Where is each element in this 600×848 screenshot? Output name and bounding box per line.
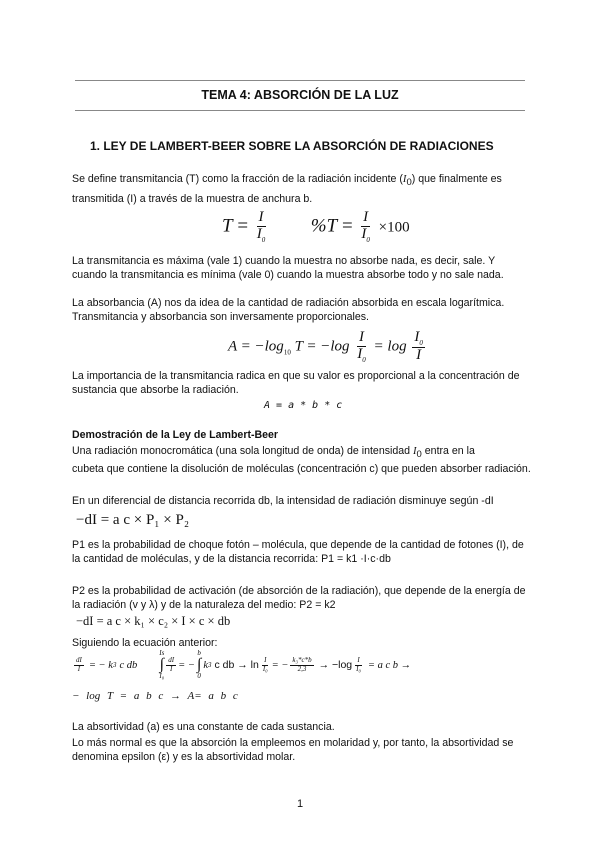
- int-lower: I₀: [159, 672, 165, 680]
- text: ) que finalmente es: [411, 173, 502, 185]
- den-sub: 0: [366, 235, 370, 244]
- numerator: I: [357, 656, 360, 665]
- den-sub: 0: [362, 355, 366, 364]
- fraction-I-I0: [261, 657, 270, 673]
- sub-3: 3: [112, 661, 117, 669]
- sub-10: 10: [283, 348, 291, 357]
- numerator: I: [359, 329, 365, 345]
- paragraph-molar-absorptivity: Lo más normal es que la absorción la empleemos en molaridad y, por tanto, la absortividad se denomina epsilon (ε) y es la absortividad molar.: [72, 737, 514, 763]
- text: Se define transmitancia (T) como la fracción de la radiación incidente (: [72, 173, 403, 185]
- int-upper: Is: [159, 649, 165, 657]
- eq-arrow-neg-log: → −log: [318, 659, 353, 671]
- text: Una radiación monocromática (una sola longitud de onda) de intensidad: [72, 445, 411, 457]
- eq-T: T: [222, 215, 233, 237]
- int-upper: b: [197, 649, 201, 657]
- sub: 0: [416, 449, 422, 461]
- fraction-dI-I-2: [166, 657, 176, 673]
- integral-b: [197, 650, 201, 680]
- header-rule-bottom: [75, 110, 525, 111]
- denominator: [255, 227, 268, 244]
- numerator: [412, 330, 425, 348]
- denominator: [355, 347, 368, 364]
- den-sub: 0: [261, 235, 266, 244]
- header-rule-top: [75, 80, 525, 81]
- demo-paragraph-differential: En un diferencial de distancia recorrida db, la intensidad de radiación disminuye según -dI: [72, 495, 494, 507]
- num-sub: 0: [419, 339, 423, 347]
- den-I: I: [361, 225, 367, 242]
- eq-equals-minus-2: = −: [271, 659, 289, 671]
- paragraph-absorptivity: La absortividad (a) es una constante de cada sustancia.: [72, 721, 335, 733]
- equation-chain-integration: [72, 650, 411, 680]
- fraction-I0-I: [412, 330, 425, 364]
- num-I: I: [414, 329, 420, 345]
- var-I0: I: [402, 174, 407, 185]
- eq-c-db: c db: [119, 659, 138, 671]
- equation-transmittance: [222, 210, 410, 244]
- eq-percent-T: %T: [310, 215, 338, 237]
- eq-times-100: ×100: [378, 219, 410, 236]
- eq-equals: =: [237, 215, 249, 237]
- demo-paragraph-monochromatic-line2: cubeta que contiene la disolución de moléculas (concentración c) que pueden absorber radiación.: [72, 463, 531, 475]
- fraction-I-I0: [355, 330, 368, 364]
- eq-c-db-ln: c db → ln: [214, 659, 259, 671]
- den-I: I: [357, 345, 363, 362]
- numerator: dI: [76, 656, 82, 665]
- integral-sign: ∫: [159, 656, 164, 673]
- fraction-k3cb-23: [290, 657, 313, 673]
- page-title: TEMA 4: ABSORCIÓN DE LA LUZ: [201, 88, 399, 102]
- numerator: I: [258, 209, 264, 225]
- fraction-dI-I: [74, 657, 84, 673]
- equation-dI: −dI = a c × P₁ × P₂: [76, 512, 190, 528]
- integral-sign: ∫: [196, 656, 202, 673]
- integral-I: [159, 650, 164, 680]
- denominator: I₀: [356, 664, 361, 673]
- eq-equals-minus: = −: [178, 659, 195, 671]
- fraction-I-I0: [255, 210, 268, 244]
- eq-A-neg-log: A = −log: [228, 338, 284, 355]
- text: entra en la: [424, 445, 475, 457]
- section-heading: 1. LEY DE LAMBERT-BEER SOBRE LA ABSORCIÓN DE RADIACIONES: [90, 139, 494, 153]
- sub: 0: [406, 177, 412, 189]
- eq-minus-k: = − k: [88, 659, 113, 671]
- numerator: dI: [168, 656, 175, 665]
- numerator: I: [264, 656, 267, 665]
- paragraph-transmittance-range: La transmitancia es máxima (vale 1) cuando la muestra no absorbe nada, es decir, sale. Y cuando la transmitancia es mínima (vale 0) cuando la muestra absorbe todo y no sale nada.: [72, 255, 504, 281]
- denominator: 2,3: [297, 664, 307, 673]
- int-lower: 0: [197, 672, 201, 680]
- eq-T-neg-log: T = −log: [294, 338, 350, 355]
- eq-acb-arrow: = a c b →: [367, 659, 412, 671]
- page-number: 1: [296, 798, 304, 810]
- demo-heading: Demostración de la Ley de Lambert-Beer: [72, 429, 279, 441]
- den-I: I: [256, 225, 262, 242]
- paragraph-absorbance-def: La absorbancia (A) nos da idea de la cantidad de radiación absorbida en escala logarítmica. Transmitancia y absorbancia son inversamente proporcionales.: [72, 297, 505, 323]
- fraction-I-I0-2: [359, 210, 372, 244]
- equation-absorbance: [228, 330, 427, 364]
- equation-dI-expanded: −dI = a c × k₁ × c₂ × I × c × db: [76, 614, 231, 628]
- eq-equals-2: =: [341, 215, 353, 237]
- denominator: I: [77, 664, 81, 673]
- var-I0: I: [413, 446, 417, 457]
- paragraph-transmittance-def-line2: transmitida (I) a través de la muestra de anchura b.: [72, 193, 313, 205]
- paragraph-transmittance-importance: La importancia de la transmitancia radica en que su valor es proporcional a la concentración de sustancia que absorbe la radiación.: [72, 370, 520, 396]
- denominator: [359, 227, 372, 244]
- paragraph-following: Siguiendo la ecuación anterior:: [72, 637, 218, 649]
- paragraph-P1: P1 es la probabilidad de choque fotón – molécula, que depende de la cantidad de fotones (I), de la cantidad de moléculas, y de la distancia recorrida: P1 = k1 ·I·c·db: [72, 539, 524, 565]
- denominator: I: [416, 347, 422, 364]
- denominator: I: [170, 664, 173, 673]
- eq-equals-log: = log: [373, 338, 407, 355]
- paragraph-P2: P2 es la probabilidad de activación (de absorción de la radiación), que depende de la energía de la radiación (v y λ) y de la naturaleza del medio: P2 = k2: [72, 585, 526, 611]
- equation-chain-final: − log T = a b c → A= a b c: [72, 690, 238, 702]
- demo-paragraph-monochromatic: [72, 444, 532, 462]
- fraction-I-I0-2: [354, 657, 363, 673]
- eq-k: k: [203, 659, 208, 671]
- denominator: I₀: [262, 664, 268, 673]
- numerator: I: [363, 209, 369, 225]
- numerator: k₃*c*b: [292, 656, 312, 665]
- equation-a-b-c: A = a * b * c: [264, 400, 343, 411]
- sub-3: 3: [208, 661, 212, 669]
- paragraph-transmittance-def: [72, 172, 532, 190]
